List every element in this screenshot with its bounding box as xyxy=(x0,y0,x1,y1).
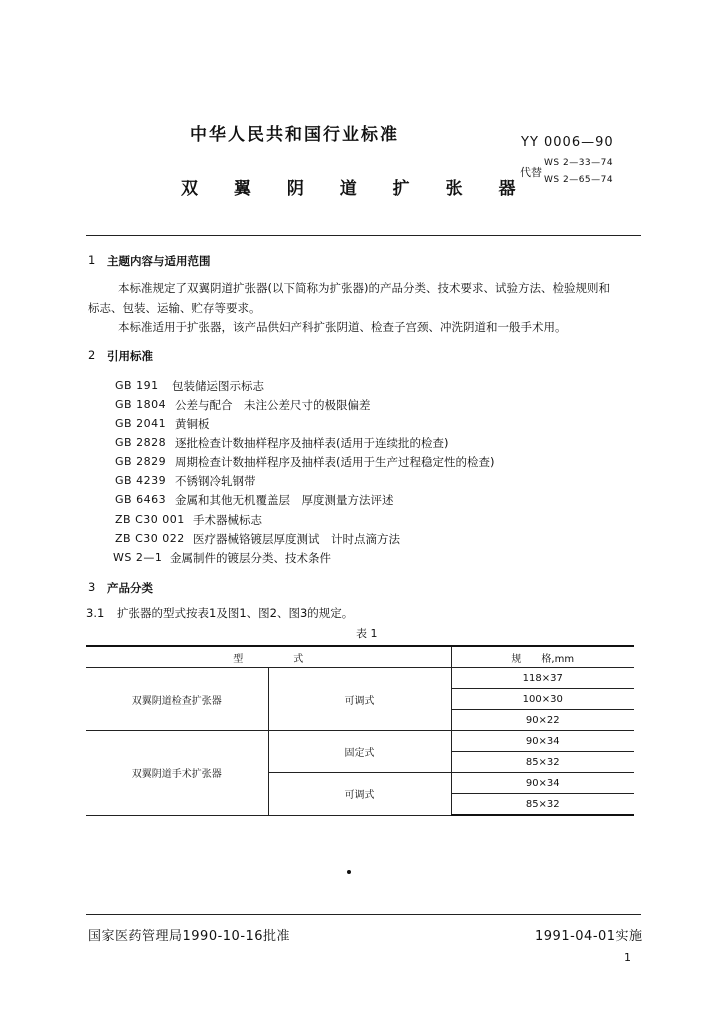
reference-title: 医疗器械铬镀层厚度测试 计时点滴方法 xyxy=(193,532,400,546)
header-divider xyxy=(86,235,641,236)
subtype-cell: 可调式 xyxy=(268,668,451,731)
subsection-number: 3.1 xyxy=(86,606,105,620)
reference-code: ZB C30 022 xyxy=(115,532,185,545)
spec-cell: 90×34 xyxy=(451,773,634,794)
reference-code: GB 1804 xyxy=(115,398,167,411)
standard-number: YY 0006—90 xyxy=(521,135,614,150)
reference-code: GB 4239 xyxy=(115,474,167,487)
reference-title: 逐批检查计数抽样程序及抽样表(适用于连续批的检查) xyxy=(175,436,449,450)
reference-title: 金属制件的镀层分类、技术条件 xyxy=(170,551,331,565)
replaces-label: 代替 xyxy=(520,166,542,179)
spec-table xyxy=(86,645,634,816)
reference-title: 手术器械标志 xyxy=(193,513,262,527)
footer-divider xyxy=(86,914,641,915)
spec-cell: 85×32 xyxy=(451,752,634,773)
paragraph: 本标准适用于扩张器，该产品供妇产科扩张阴道、检查子宫颈、冲洗阴道和一般手术用。 xyxy=(118,320,567,334)
reference-title: 黄铜板 xyxy=(175,417,210,431)
paragraph: 扩张器的型式按表1及图1、图2、图3的规定。 xyxy=(117,606,354,620)
reference-title: 公差与配合 未注公差尺寸的极限偏差 xyxy=(175,398,371,412)
reference-title: 金属和其他无机覆盖层 厚度测量方法评述 xyxy=(175,493,394,507)
reference-code: GB 2041 xyxy=(115,417,167,430)
page-number: 1 xyxy=(624,951,631,964)
table-row xyxy=(86,668,634,689)
section-number: 2 xyxy=(88,348,96,362)
spec-cell: 100×30 xyxy=(451,689,634,710)
group-name-cell: 双翼阴道检查扩张器 xyxy=(86,668,268,731)
table-caption: 表 1 xyxy=(356,627,378,640)
section-heading: 引用标准 xyxy=(107,349,153,363)
column-header-type: 型 式 xyxy=(86,646,451,668)
standard-category: 中华人民共和国行业标准 xyxy=(190,125,399,145)
reference-code: ZB C30 001 xyxy=(115,513,185,526)
section-number: 1 xyxy=(88,253,96,267)
reference-title: 包装储运图示标志 xyxy=(172,379,264,393)
reference-title: 周期检查计数抽样程序及抽样表(适用于生产过程稳定性的检查) xyxy=(175,455,495,469)
spec-cell: 118×37 xyxy=(451,668,634,689)
implementation-date: 1991-04-01实施 xyxy=(535,929,643,944)
section-heading: 产品分类 xyxy=(107,581,153,595)
reference-code: GB 6463 xyxy=(115,493,167,506)
reference-code: WS 2—1 xyxy=(113,551,163,564)
subtype-cell: 固定式 xyxy=(268,731,451,773)
group-name-cell: 双翼阴道手术扩张器 xyxy=(86,731,268,816)
table-row xyxy=(86,731,634,752)
section-heading: 主题内容与适用范围 xyxy=(107,254,211,268)
document-title: 双 翼 阴 道 扩 张 器 xyxy=(181,179,531,199)
column-header-spec: 规 格,mm xyxy=(451,646,634,668)
reference-title: 不锈钢冷轧钢带 xyxy=(175,474,256,488)
replaced-standard: WS 2—65—74 xyxy=(544,175,614,185)
subtype-cell: 可调式 xyxy=(268,773,451,816)
spec-cell: 90×34 xyxy=(451,731,634,752)
paragraph: 标志、包装、运输、贮存等要求。 xyxy=(88,301,261,315)
reference-code: GB 2828 xyxy=(115,436,167,449)
paragraph: 本标准规定了双翼阴道扩张器(以下简称为扩张器)的产品分类、技术要求、试验方法、检验规则和 xyxy=(118,281,610,295)
replaced-standard: WS 2—33—74 xyxy=(544,158,614,168)
spec-cell: 90×22 xyxy=(451,710,634,731)
spec-cell: 85×32 xyxy=(451,794,634,816)
scan-dot xyxy=(347,870,351,874)
reference-code: GB 191 xyxy=(115,379,159,392)
reference-code: GB 2829 xyxy=(115,455,167,468)
approval-line: 国家医药管理局1990-10-16批准 xyxy=(88,929,291,944)
table-header-row xyxy=(86,646,634,668)
section-number: 3 xyxy=(88,580,96,594)
